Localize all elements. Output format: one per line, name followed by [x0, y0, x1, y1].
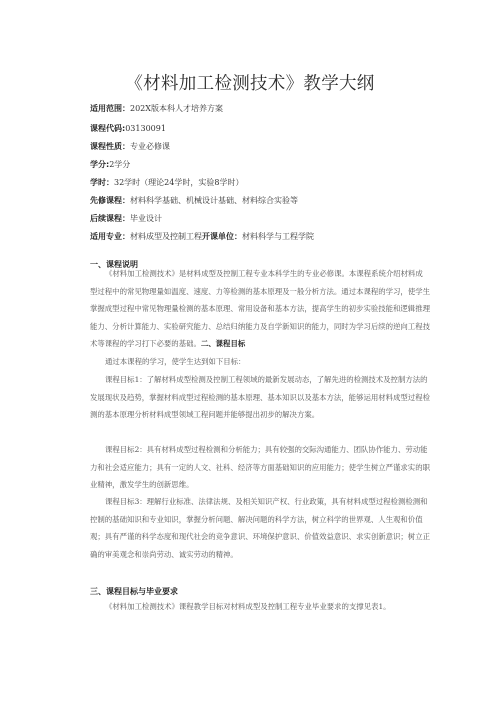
meta-prereq	[90, 195, 298, 206]
section-2-heading: 二、课程目标	[200, 339, 246, 349]
meta-major-unit	[90, 231, 314, 242]
meta-code-label: 课程代码:	[90, 124, 126, 133]
meta-followup-value: 毕业设计	[130, 214, 162, 223]
meta-major-label: 适用专业：	[90, 232, 130, 241]
section-1-heading: 一、课程说明	[90, 260, 138, 269]
meta-prereq-label: 先修课程：	[90, 196, 130, 205]
document-title: 《材料加工检测技术》教学大纲	[125, 74, 375, 94]
meta-major-value: 材料成型及控制工程	[130, 232, 202, 241]
meta-nature-value: 专业必修课	[130, 142, 170, 151]
meta-unit-value: 材料科学与工程学院	[242, 232, 314, 241]
meta-hours-label: 学时：	[90, 178, 114, 187]
objective-1: 课程目标1：了解材料成型检测及控制工程领域的最新发展动态，了解先进的检测技术及控制方法的发展现状及趋势，掌握材料成型过程检测的基本原理、基本知识以及基本方法，能够运用材料成型过程检测的基本原理分析材料成型领域工程问题并能够提出初步的解决方案。	[90, 375, 430, 420]
objectives-intro: 通过本课程的学习，使学生达到如下目标：	[105, 357, 246, 366]
meta-hours	[90, 177, 243, 188]
section-3-heading: 三、课程目标与毕业要求	[90, 587, 178, 596]
meta-scope-label: 适用范围：	[90, 104, 130, 113]
meta-scope-value: 202X版本科人才培养方案	[130, 104, 223, 113]
meta-credit-label: 学分:	[90, 160, 110, 169]
meta-hours-value: 32学时（理论24学时，实验8学时）	[114, 178, 244, 187]
meta-code-value: 03130091	[125, 124, 166, 133]
meta-followup	[90, 213, 162, 224]
objective-3: 课程目标3：理解行业标准、法律法规、及相关知识产权、行业政策，具有材料成型过程检测检测和控制的基础知识和专业知识，掌握分析问题、解决问题的科学方法，树立科学的世界观、人生观和价值观；具有严谨的科学态度和现代社会的竞争意识、环境保护意识、价值效益意识、求实创新意识；树立正确的审美观念和崇尚劳动、诚实劳动的精神。	[90, 497, 430, 559]
meta-credit-value: 2学分	[109, 160, 131, 169]
meta-followup-label: 后续课程：	[90, 214, 130, 223]
section-3-paragraph: 《材料加工检测技术》课程教学目标对材料成型及控制工程专业毕业要求的支撑见表1。	[105, 602, 391, 611]
meta-unit-label: 开课单位：	[202, 232, 242, 241]
meta-nature	[90, 141, 170, 152]
meta-prereq-value: 材料科学基础、机械设计基础、材料综合实验等	[130, 196, 298, 205]
section-1-paragraph	[90, 265, 430, 353]
section-1-text: 《材料加工检测技术》是材料成型及控制工程专业本科学生的专业必修课。本课程系统介绍材料成型过程中的常见物理量如温度、速度、力等检测的基本原理及一般分析方法。通过本课程的学习，使学生掌握成型过程中常见物理量检测的基本原理、常用设备和基本方法，提高学生的初步实验技能和逻辑推理能力、分析计算能力、实验研究能力、总结归纳能力及自学新知识的能力，同时为学习后续的逆向工程技术等课程的学习打下必要的基础。	[90, 269, 430, 349]
meta-nature-label: 课程性质：	[90, 142, 130, 151]
meta-credit	[90, 159, 130, 170]
objective-2: 课程目标2：具有材料成型过程检测和分析能力；具有较强的交际沟通能力、团队协作能力、劳动能力和社会适应能力；具有一定的人文、社科、经济等方面基础知识的应用能力；使学生树立严谨求实的职业精神，激发学生的创新思维。	[90, 445, 430, 490]
meta-scope	[90, 103, 223, 114]
meta-code	[90, 123, 166, 134]
